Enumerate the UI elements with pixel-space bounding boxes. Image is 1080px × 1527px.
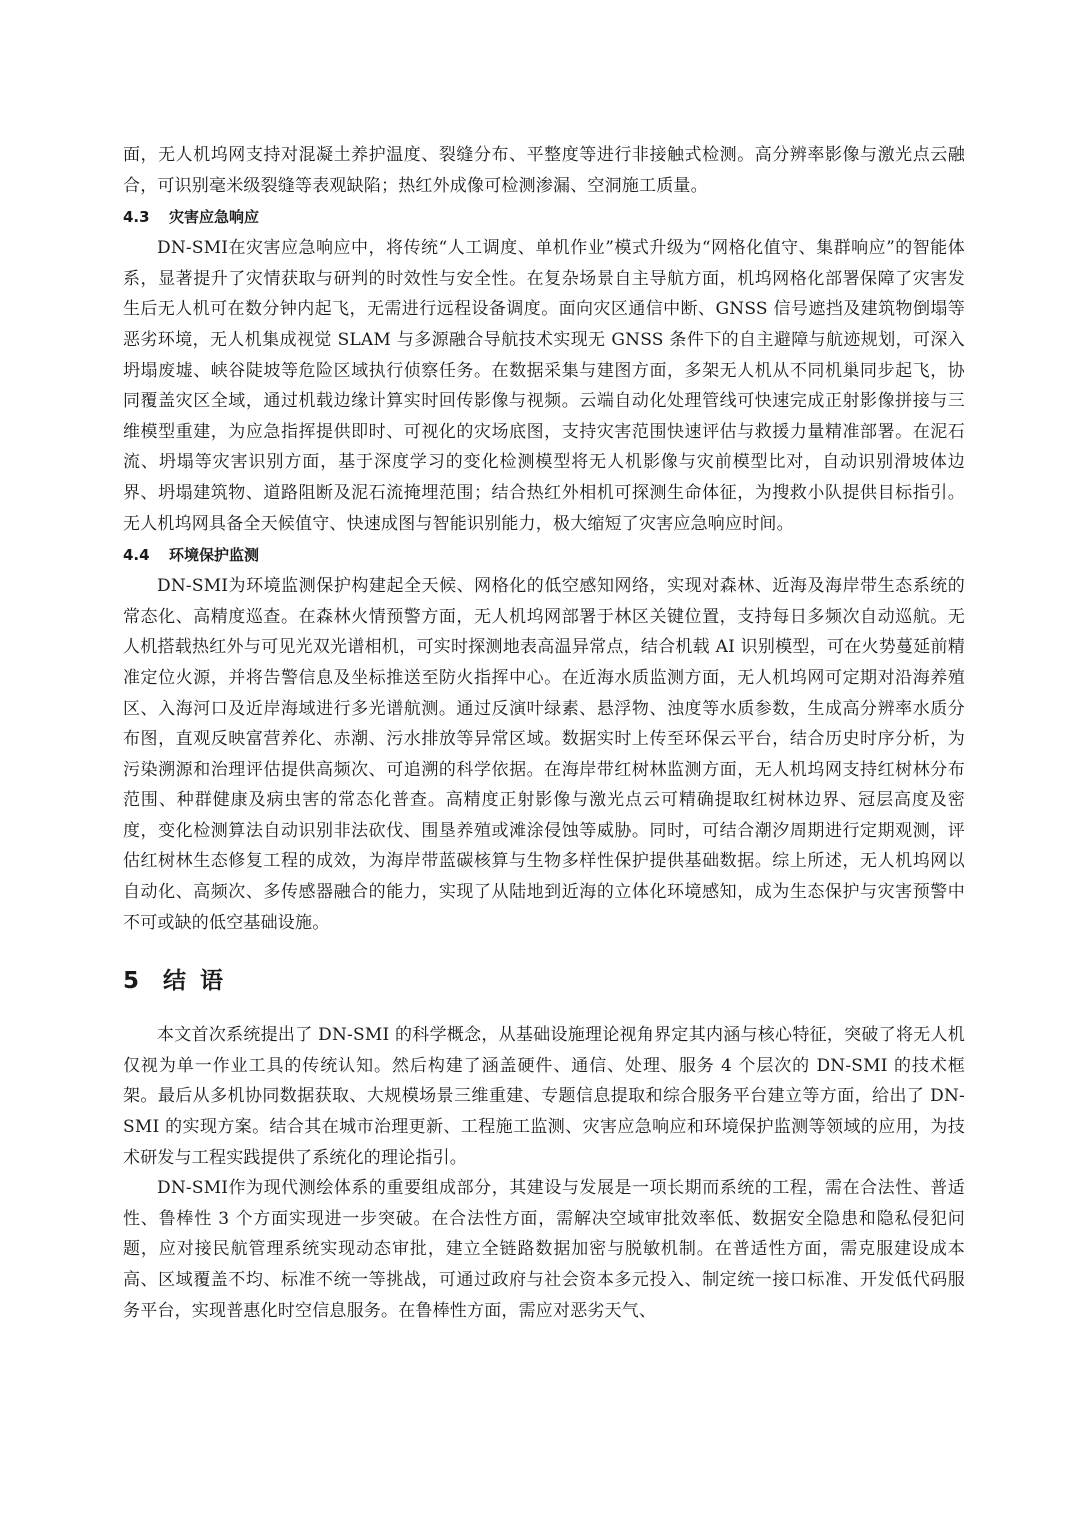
paragraph-construction-continuation: 面，无人机坞网支持对混凝土养护温度、裂缝分布、平整度等进行非接触式检测。高分辨率影像与激光点云融合，可识别毫米级裂缝等表观缺陷；热红外成像可检测渗漏、空洞施工质量。 xyxy=(123,145,965,196)
paragraph-conclusion-2: DN-SMI作为现代测绘体系的重要组成部分，其建设与发展是一项长期而系统的工程，需在合法性、普适性、鲁棒性 3 个方面实现进一步突破。在合法性方面，需解决空域审批效率低、数据安全隐患和隐私侵犯问题，应对接民航管理系统实现动态审批，建立全链路数据加密与脱敏机制。在普适性方面，需克服建设成本高、区域覆盖不均、标准不统一等挑战，可通过政府与社会资本多元投入、制定统一接口标准、开发低代码服务平台，实现普惠化时空信息服务。在鲁棒性方面，需应对恶劣天气、 xyxy=(123,1178,965,1321)
subsection-heading-4-3 xyxy=(123,204,965,230)
subsection-title: 环境保护监测 xyxy=(169,546,260,565)
subsection-number: 4.3 xyxy=(123,208,150,227)
subsection-title: 灾害应急响应 xyxy=(169,208,260,227)
subsection-heading-4-4 xyxy=(123,542,965,568)
paragraph-disaster-response: DN-SMI在灾害应急响应中，将传统“人工调度、单机作业”模式升级为“网格化值守、集群响应”的智能体系，显著提升了灾情获取与研判的时效性与安全性。在复杂场景自主导航方面，机坞网格化部署保障了灾害发生后无人机可在数分钟内起飞，无需进行远程设备调度。面向灾区通信中断、GNSS 信号遮挡及建筑物倒塌等恶劣环境，无人机集成视觉 SLAM 与多源融合导航技术实现无 GNSS 条件下的自主避障与航迹规划，可深入坍塌废墟、峡谷陡坡等危险区域执行侦察任务。在数据采集与建图方面，多架无人机从不同机巢同步起飞，协同覆盖灾区全域，通过机载边缘计算实时回传影像与视频。云端自动化处理管线可快速完成正射影像拼接与三维模型重建，为应急指挥提供即时、可视化的灾场底图，支持灾害范围快速评估与救援力量精准部署。在泥石流、坍塌等灾害识别方面，基于深度学习的变化检测模型将无人机影像与灾前模型比对，自动识别滑坡体边界、坍塌建筑物、道路阻断及泥石流掩埋范围；结合热红外相机可探测生命体征，为搜救小队提供目标指引。无人机坞网具备全天候值守、快速成图与智能识别能力，极大缩短了灾害应急响应时间。 xyxy=(123,238,965,534)
paragraph-environment-monitoring: DN-SMI为环境监测保护构建起全天候、网格化的低空感知网络，实现对森林、近海及海岸带生态系统的常态化、高精度巡查。在森林火情预警方面，无人机坞网部署于林区关键位置，支持每日多频次自动巡航。无人机搭载热红外与可见光双光谱相机，可实时探测地表高温异常点，结合机载 AI 识别模型，可在火势蔓延前精准定位火源，并将告警信息及坐标推送至防火指挥中心。在近海水质监测方面，无人机坞网可定期对沿海养殖区、入海河口及近岸海域进行多光谱航测。通过反演叶绿素、悬浮物、浊度等水质参数，生成高分辨率水质分布图，直观反映富营养化、赤潮、污水排放等异常区域。数据实时上传至环保云平台，结合历史时序分析，为污染溯源和治理评估提供高频次、可追溯的科学依据。在海岸带红树林监测方面，无人机坞网支持红树林分布范围、种群健康及病虫害的常态化普查。高精度正射影像与激光点云可精确提取红树林边界、冠层高度及密度，变化检测算法自动识别非法砍伐、围垦养殖或滩涂侵蚀等威胁。同时，可结合潮汐周期进行定期观测，评估红树林生态修复工程的成效，为海岸带蓝碳核算与生物多样性保护提供基础数据。综上所述，无人机坞网以自动化、高频次、多传感器融合的能力，实现了从陆地到近海的立体化环境感知，成为生态保护与灾害预警中不可或缺的低空基础设施。 xyxy=(123,576,965,933)
page-body xyxy=(123,140,965,1326)
paragraph-conclusion-1: 本文首次系统提出了 DN-SMI 的科学概念，从基础设施理论视角界定其内涵与核心特征，突破了将无人机仅视为单一作业工具的传统认知。然后构建了涵盖硬件、通信、处理、服务 4 个层次的 DN-SMI 的技术框架。最后从多机协同数据获取、大规模场景三维重建、专题信息提取和综合服务平台建立等方面，给出了 DN-SMI 的实现方案。结合其在城市治理更新、工程施工监测、灾害应急响应和环境保护监测等领域的应用，为技术研发与工程实践提供了系统化的理论指引。 xyxy=(123,1025,965,1168)
section-heading-5 xyxy=(123,964,965,998)
subsection-number: 4.4 xyxy=(123,546,150,565)
section-title: 结语 xyxy=(163,968,237,995)
section-number: 5 xyxy=(123,968,140,995)
